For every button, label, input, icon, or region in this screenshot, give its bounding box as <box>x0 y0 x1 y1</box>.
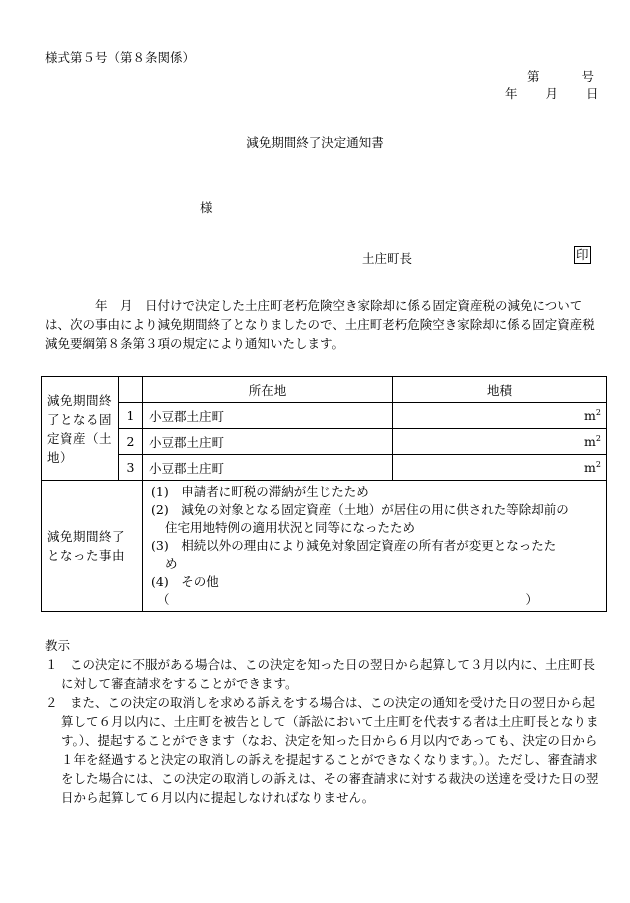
number-suffix: 号 <box>581 69 595 84</box>
header-blank-cell <box>119 377 143 403</box>
area-cell <box>393 403 607 429</box>
number-prefix: 第 <box>527 69 540 84</box>
date-day: 日 <box>586 86 599 101</box>
location-cell: 小豆郡土庄町 <box>143 403 393 429</box>
area-unit: m <box>584 408 596 423</box>
reason-item: (2) 減免の対象となる固定資産（土地）が居住の用に供された等除却前の <box>151 502 569 517</box>
area-cell <box>393 429 607 455</box>
document-date <box>505 84 599 102</box>
date-year: 年 <box>505 86 518 101</box>
notice-heading: 教示 <box>45 638 71 653</box>
reason-list <box>143 481 607 612</box>
property-table <box>41 376 607 612</box>
location-cell: 小豆郡土庄町 <box>143 429 393 455</box>
area-unit-sup: 2 <box>595 460 601 469</box>
other-close-paren: ） <box>525 592 538 607</box>
reason-item: (4) その他 <box>151 574 219 589</box>
other-open-paren: （ <box>157 592 170 607</box>
addressee-suffix: 様 <box>200 200 213 215</box>
property-label: 減免期間終了となる固定資産（土地） <box>42 377 119 481</box>
issuer-name: 土庄町長 <box>362 251 413 266</box>
area-unit: m <box>584 434 596 449</box>
row-number: 1 <box>119 403 143 429</box>
area-unit-sup: 2 <box>595 434 601 443</box>
row-number: 2 <box>119 429 143 455</box>
other-reason-line <box>151 591 598 609</box>
reason-row <box>42 481 607 612</box>
area-unit-sup: 2 <box>595 408 601 417</box>
form-number: 様式第５号（第８条関係） <box>45 50 196 65</box>
document-title: 減免期間終了決定通知書 <box>246 135 384 150</box>
reason-item-continued: め <box>165 556 178 571</box>
notice-item-1: １ この決定に不服がある場合は、この決定を知った日の翌日から起算して３月以内に、土庄町長に対して審査請求をすることができます。 <box>45 657 596 691</box>
body-paragraph: 年 月 日付けで決定した土庄町老朽危険空き家除却に係る固定資産税の減免については、次の事由により減免期間終了となりましたので、土庄町老朽危険空き家除却に係る固定資産税減免要綱第８条第３項の規定により通知いたします。 <box>45 298 595 351</box>
seal-mark: 印 <box>576 247 589 262</box>
table-row <box>42 403 607 429</box>
location-cell: 小豆郡土庄町 <box>143 455 393 481</box>
reason-item: (1) 申請者に町税の滞納が生じたため <box>151 484 369 499</box>
notice-item-2: ２ また、この決定の取消しを求める訴えをする場合は、この決定の通知を受けた日の翌日から起算して６月以内に、土庄町を被告として（訴訟において土庄町を代表する者は土庄町長となります。）、提起することができます（なお、決定を知った日から６月以内であっても、決定の日から１年を経過すると決定の取消しの訴えを提起することができなくなります。）。ただし、審査請求をした場合には、この決定の取消しの訴えは、その審査請求に対する裁決の送達を受けた日の翌日から起算して６月以内に提起しなければなりません。 <box>45 695 599 805</box>
row-number: 3 <box>119 455 143 481</box>
document-number <box>527 67 594 85</box>
reason-item: (3) 相続以外の理由により減免対象固定資産の所有者が変更となったた <box>151 538 557 553</box>
table-row <box>42 429 607 455</box>
area-unit: m <box>584 460 596 475</box>
reason-item-continued: 住宅用地特例の適用状況と同等になったため <box>165 520 416 535</box>
area-cell <box>393 455 607 481</box>
table-row <box>42 455 607 481</box>
area-header: 地積 <box>393 377 607 403</box>
table-header-row <box>42 377 607 403</box>
date-month: 月 <box>545 86 559 101</box>
location-header: 所在地 <box>143 377 393 403</box>
reason-label: 減免期間終了となった事由 <box>42 481 143 612</box>
